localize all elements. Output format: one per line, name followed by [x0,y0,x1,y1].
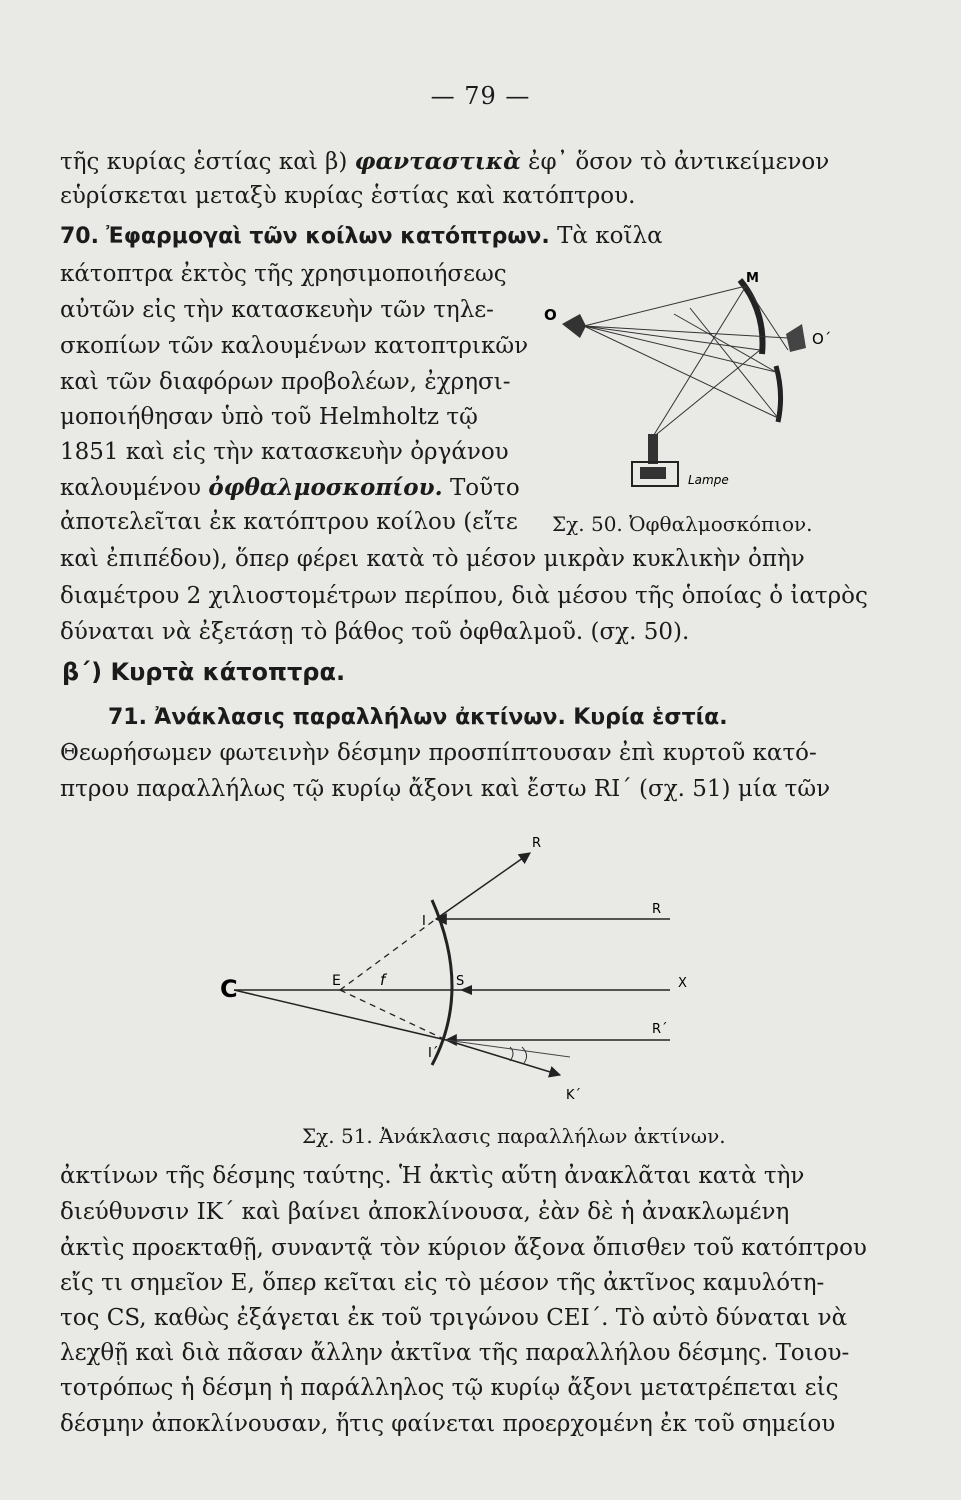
text-line-17: Θεωρήσωμεν φωτεινὴν δέσμην προσπίπτουσαν ἐπὶ κυρτοῦ κατό- [60,740,817,766]
term-fantastika: φανταστικὰ [354,148,521,175]
section-title-71: Ἀνάκλασις παραλλήλων ἀκτίνων. [154,705,566,730]
text-line-6: σκοπίων τῶν καλουμένων κατοπτρικῶν [60,333,529,359]
text-line-1 [60,150,829,174]
fig50-label-o2: O´ [812,330,832,348]
term-ophthalmoscope: ὀφθαλμοσκοπίου. [208,474,443,501]
figure-51-convex-mirror [210,825,730,1115]
text-line-12: καὶ ἐπιπέδου), ὅπερ φέρει κατὰ τὸ μέσον μικρὰν κυκλικὴν ὀπὴν [60,546,805,572]
page-number: — 79 — [430,82,531,110]
fig51-label-i2: I´ [428,1046,439,1061]
section-number-70: 70. [60,224,99,249]
text-line-1c: ἐφ᾽ ὅσον τὸ ἀντικείμενον [528,149,830,175]
text-line-13: διαμέτρου 2 χιλιοστομέτρων περίπου, διὰ μέσου τῆς ὁποίας ὁ ἰατρὸς [60,583,868,609]
text-line-11: ἀποτελεῖται ἐκ κατόπτρου κοίλου (εἴτε [60,509,518,535]
text-line-4: κάτοπτρα ἐκτὸς τῆς χρησιμοποιήσεως [60,261,507,287]
fig51-label-s: S [456,974,465,989]
fig51-label-k2: K´ [566,1088,582,1103]
section-subtitle-71: Κυρία ἑστία. [573,705,728,730]
section-title-70: Ἐφαρμογαὶ τῶν κοίλων κατόπτρων. [106,224,550,249]
section-70-heading [60,225,663,248]
fig50-label-m: M [746,271,759,286]
lamp-stand [648,434,658,464]
text-line-9: 1851 καὶ εἰς τὴν κατασκευὴν ὀργάνου [60,439,509,465]
text-line-21: ἀκτὶς προεκταθῇ, συναντᾷ τὸν κύριον ἄξονα ὄπισθεν τοῦ κατόπτρου [60,1235,867,1261]
fig50-label-o: O [544,306,557,324]
figure-51-caption: Σχ. 51. Ἀνάκλασις παραλλήλων ἀκτίνων. [302,1124,726,1148]
extension-ray-1 [340,919,436,990]
fig51-label-r-top: R [532,836,542,851]
text-line-3c: Τὰ κοῖλα [557,223,663,249]
text-line-14: δύναται νὰ ἐξετάσῃ τὸ βάθος τοῦ ὀφθαλμοῦ. (σχ. 50). [60,619,690,645]
fig51-label-r: R [652,902,662,917]
text-line-23: τος CS, καθὼς ἐξάγεται ἐκ τοῦ τριγώνου CEI´. Τὸ αὐτὸ δύναται νὰ [60,1305,848,1331]
text-line-10a: καλουμένου [60,475,201,501]
section-number-71: 71. [108,705,147,730]
text-line-5: αὐτῶν εἰς τὴν κατασκευὴν τῶν τηλε- [60,297,494,323]
text-line-26: δέσμην ἀποκλίνουσαν, ἥτις φαίνεται προερχομένη ἐκ τοῦ σημείου [60,1411,836,1437]
text-line-10 [60,476,520,500]
subsection-heading: β´) Κυρτὰ κάτοπτρα. [62,658,346,686]
text-line-24: λεχθῇ καὶ διὰ πᾶσαν ἄλλην ἀκτῖνα τῆς παραλλήλου δέσμης. Τοιου- [60,1340,850,1366]
fig50-label-lampe: Lampe [688,473,729,487]
text-line-2: εὑρίσκεται μεταξὺ κυρίας ἑστίας καὶ κατόπτρου. [60,183,636,209]
reflected-ray-k2 [446,1040,560,1075]
fig51-label-f: f [380,971,386,989]
text-line-19: ἀκτίνων τῆς δέσμης ταύτης. Ἡ ἀκτὶς αὕτη ἀνακλᾶται κατὰ τὴν [60,1163,805,1189]
figure-50-ophthalmoscope [540,262,860,502]
fig51-label-i: I [422,914,426,929]
extension-ray-2 [340,990,446,1040]
text-line-8: μοποιήθησαν ὑπὸ τοῦ Helmholtz τῷ [60,404,478,430]
fig51-label-r2: R´ [652,1022,668,1037]
observed-eye-icon [786,324,806,352]
text-line-10c: Τοῦτο [449,475,520,501]
text-line-18: πτρου παραλλήλως τῷ κυρίῳ ἄξονι καὶ ἔστω RΙ´ (σχ. 51) μία τῶν [60,776,831,802]
fig51-label-c: C [220,975,238,1003]
text-line-1a: τῆς κυρίας ἑστίας καὶ β) [60,149,348,175]
second-mirror-shape [776,366,781,422]
text-line-7: καὶ τῶν διαφόρων προβολέων, ἐχρησι- [60,369,511,395]
reflected-ray-r [436,853,530,919]
figure-50-caption: Σχ. 50. Ὀφθαλμοσκόπιον. [552,512,813,536]
text-line-25: τοτρόπως ἡ δέσμη ἡ παράλληλος τῷ κυρίῳ ἄξονι μετατρέπεται εἰς [60,1375,839,1401]
eye-icon [562,314,586,338]
fig51-label-e: E [332,973,341,989]
fig51-label-x: X [678,976,687,991]
text-line-22: εἴς τι σημεῖον Ε, ὅπερ κεῖται εἰς τὸ μέσον τῆς ἀκτῖνος καμυλότη- [60,1270,825,1296]
text-line-20: διεύθυνσιν ΙΚ´ καὶ βαίνει ἀποκλίνουσα, ἐὰν δὲ ἡ ἀνακλωμένη [60,1199,790,1225]
radius-ci [234,990,446,1040]
section-71-heading [108,706,728,729]
